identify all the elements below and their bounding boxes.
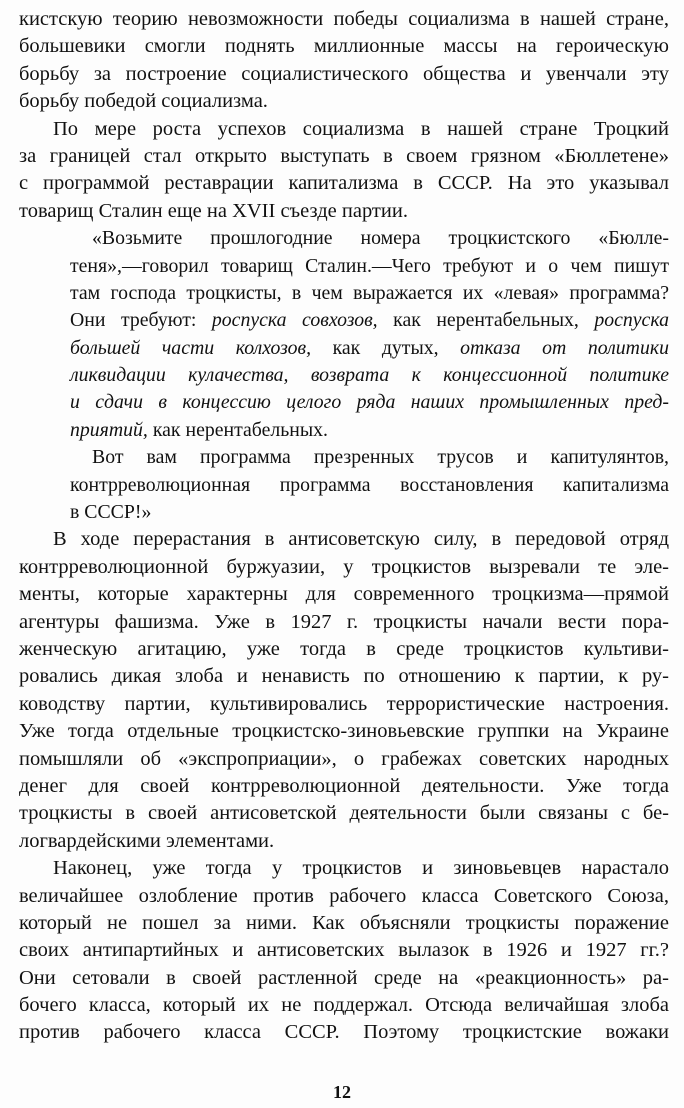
text-line: логвардейскими элементами.	[19, 829, 275, 852]
text-line: кистскую теорию невозможности победы социализма в нашей стране,	[19, 8, 669, 30]
quote-line: в СССР!»	[70, 501, 152, 524]
text-line: товарищ Сталин еще на XVII съезде партии.	[19, 199, 408, 222]
text-line: ровались дикая злоба и ненависть по отношению к партии, к ру-	[19, 665, 669, 688]
text-line: троцкисты в своей антисоветской деятельности были связаны с бе-	[19, 802, 669, 825]
text-line: Уже тогда отдельные троцкистско-зиновьевские группки на Украине	[19, 720, 669, 743]
text-line: за границей стал открыто выступать в своем грязном «Бюллетене»	[19, 144, 669, 167]
text-line: женческую агитацию, уже тогда в среде троцкистов культиви-	[19, 637, 669, 660]
paragraph-continuation	[19, 6, 669, 116]
quote-text: как дутых,	[311, 336, 461, 359]
text-line: Наконец, уже тогда у троцкистов и зиновьевцев нарастало	[53, 857, 669, 880]
text-line: с программой реставрации капитализма в СССР. На это указывал	[19, 172, 669, 195]
stalin-quote	[19, 225, 669, 526]
quote-emphasis: большей части колхозов,	[70, 336, 312, 359]
quote-line	[19, 307, 669, 334]
paragraph-trotsky-bulletin	[19, 116, 669, 226]
text-line: величайшее озлобление против рабочего класса Советского Союза,	[19, 884, 669, 907]
quote-emphasis: приятий,	[70, 418, 148, 441]
text-line: В ходе перерастания в антисоветскую силу, в передовой отряд	[53, 528, 669, 551]
quote-line: Вот вам программа презренных трусов и капитулянтов,	[92, 446, 669, 469]
quote-text: Они требуют:	[70, 309, 212, 332]
text-line: агентуры фашизма. Уже в 1927 г. троцкисты начали вести пора-	[19, 610, 669, 633]
quote-line: «Возьмите прошлогодние номера троцкистского «Бюлле-	[92, 227, 669, 250]
text-line: денег для своей контрреволюционной деятельности. Уже тогда	[19, 774, 669, 797]
text-line: Они сетовали в своей растленной среде на «реакционность» ра-	[19, 966, 669, 989]
quote-line: контрреволюционная программа восстановления капитализма	[70, 473, 669, 496]
quote-emphasis: роспуска	[594, 309, 669, 332]
text-line: большевики смогли поднять миллионные массы на героическую	[19, 35, 669, 58]
quote-text: как нерентабельных.	[147, 418, 328, 441]
body-text	[19, 6, 669, 1047]
text-line: бочего класса, который их не поддержал. Отсюда величайшая злоба	[19, 994, 669, 1017]
text-line: По мере роста успехов социализма в нашей стране Троцкий	[53, 117, 669, 140]
text-line: своих антипартийных и антисоветских вылазок в 1926 и 1927 гг.?	[19, 939, 669, 962]
quote-line: там господа троцкисты, в чем выражается их «левая» программа?	[70, 281, 669, 304]
paragraph-working-class	[19, 855, 669, 1047]
text-line: против рабочего класса СССР. Поэтому троцкистские вожаки	[19, 1021, 669, 1044]
paragraph-anti-soviet-force	[19, 526, 669, 855]
text-line: борьбу за построение социалистического общества и увенчали эту	[19, 62, 669, 85]
quote-line	[19, 417, 669, 444]
quote-line	[19, 335, 669, 362]
text-line: контрреволюционной буржуазии, у троцкистов вызревали те эле-	[19, 555, 669, 578]
quote-line: ликвидации кулачества, возврата к концессионной политике	[70, 364, 669, 387]
text-line: менты, которые характерны для современного троцкизма—прямой	[19, 583, 669, 606]
text-line: который не пошел за ними. Как объясняли троцкисты поражение	[19, 911, 669, 934]
page-number: 12	[333, 1082, 351, 1102]
quote-emphasis: роспуска совхозов,	[211, 309, 378, 332]
text-line: ководству партии, культивировались террористические настроения.	[19, 692, 669, 715]
text-line: помышляли об «экспроприации», о грабежах советских народных	[19, 747, 669, 770]
quote-text: как нерентабельных,	[377, 309, 595, 332]
quote-emphasis: отказа от политики	[460, 336, 669, 359]
quote-line: теня»,—говорил товарищ Сталин.—Чего требуют и о чем пишут	[70, 254, 669, 277]
text-line: борьбу победой социализма.	[19, 90, 268, 113]
quote-line: и сдачи в концессию целого ряда наших промышленных пред-	[70, 391, 669, 414]
